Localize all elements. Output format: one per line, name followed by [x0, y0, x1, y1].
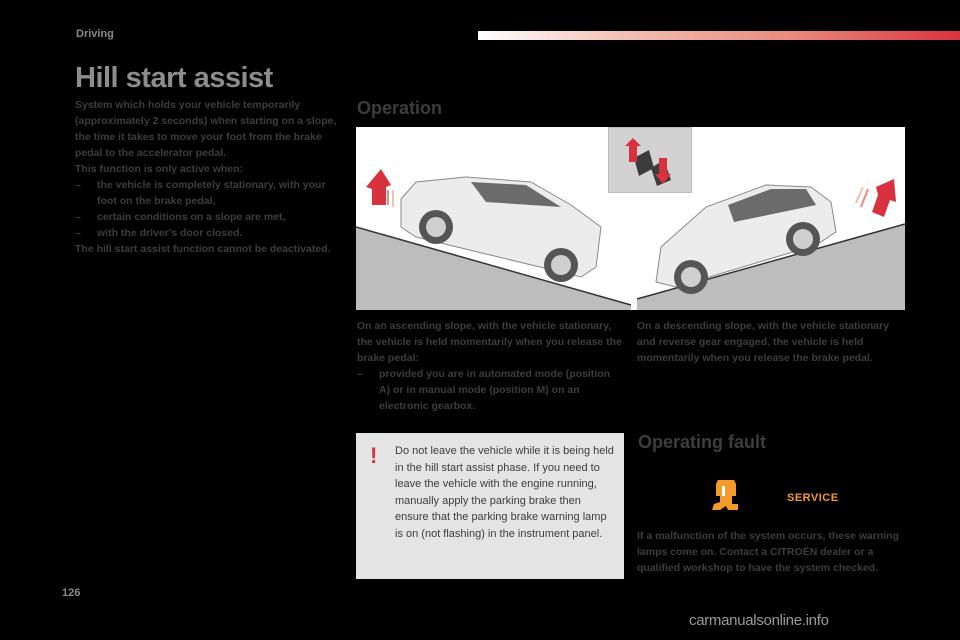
fault-text: If a malfunction of the system occurs, these warning lamps come on. Contact a CITROËN dealer or a qualified workshop to have the system checked. — [637, 530, 899, 574]
pedals-inset — [608, 127, 692, 193]
descending-text: On a descending slope, with the vehicle stationary and reverse gear engaged, the vehicle is held momentarily when you release the brake pedal. — [637, 320, 890, 364]
warning-text: Do not leave the vehicle while it is being held in the hill start assist phase. If you need to leave the vehicle with the engine running, manually apply the parking brake then ensure that the parking brake warning lamp is on (not flashing) in the instrument panel. — [395, 445, 614, 540]
section-label: Driving — [76, 28, 114, 40]
warning-exclamation-icon: ! — [370, 443, 378, 468]
watermark: carmanualsonline.info — [689, 612, 829, 629]
ascending-bullet: – provided you are in automated mode (position A) or in manual mode (position M) on an electronic gearbox. — [357, 368, 611, 412]
page-number: 126 — [62, 587, 81, 599]
condition-item: – certain conditions on a slope are met, — [75, 211, 286, 223]
header-gradient-bar — [478, 31, 960, 40]
motion-arrow-left-icon — [366, 169, 393, 207]
page-title: Hill start assist — [75, 62, 273, 94]
hill-assist-warning-lamp-icon — [710, 478, 744, 512]
warning-box — [356, 433, 624, 579]
intro-closing: The hill start assist function cannot be deactivated. — [75, 243, 331, 255]
intro-paragraph: System which holds your vehicle temporarily (approximately 2 seconds) when starting on a slope, the time it takes to move your foot from the brake pedal to the accelerator pedal. — [75, 99, 337, 159]
conditions-lead: This function is only active when: — [75, 163, 244, 175]
operating-fault-heading: Operating fault — [638, 432, 767, 452]
operation-heading: Operation — [357, 98, 443, 118]
operation-figure — [356, 127, 905, 310]
service-warning-lamp: SERVICE — [787, 492, 839, 504]
motion-arrow-right-icon — [856, 179, 896, 217]
ascending-text: On an ascending slope, with the vehicle stationary, the vehicle is held momentarily when you release the brake pedal: – provided you are in automated mode (position A) or in manual mode (position M) on an electronic gearbox. — [357, 320, 622, 412]
intro-text — [75, 97, 345, 257]
pedal-arrows-icon — [609, 128, 691, 192]
condition-item: – with the driver's door closed. — [75, 227, 243, 239]
condition-item: – the vehicle is completely stationary, with your foot on the brake pedal, — [75, 179, 326, 207]
